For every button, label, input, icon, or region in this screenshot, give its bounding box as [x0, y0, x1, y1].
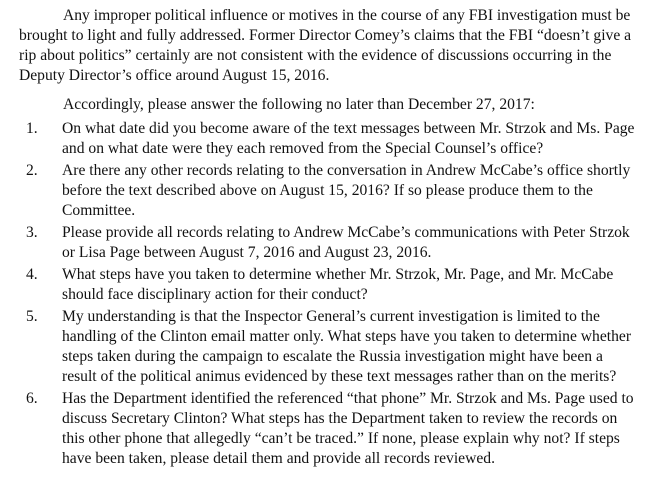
question-number: 6. — [26, 390, 38, 407]
questions-list — [19, 119, 639, 469]
question-number: 5. — [26, 308, 38, 325]
question-text: Please provide all records relating to Andrew McCabe’s communications with Peter Strzok or Lisa Page between August 7, 2016 and August 23, 2016. — [62, 224, 630, 261]
question-number: 4. — [26, 266, 38, 283]
question-number: 1. — [26, 120, 38, 137]
request-paragraph: Accordingly, please answer the following no later than December 27, 2017: — [63, 96, 535, 113]
list-item — [19, 265, 639, 305]
list-item — [19, 307, 639, 387]
list-item — [19, 119, 639, 159]
list-item — [19, 161, 639, 221]
question-text: What steps have you taken to determine whether Mr. Strzok, Mr. Page, and Mr. McCabe should face disciplinary action for their conduct? — [62, 266, 614, 303]
question-text: On what date did you become aware of the text messages between Mr. Strzok and Ms. Page and on what date were they each removed from the Special Counsel’s office? — [62, 120, 635, 157]
question-text: Has the Department identified the referenced “that phone” Mr. Strzok and Ms. Page used to discuss Secretary Clinton? What steps has the Department taken to review the records on this other phone that allegedly “can’t be traced.” If none, please explain why not? If steps have been taken, please detail them and provide all records reviewed. — [62, 390, 634, 467]
intro-paragraph: Any improper political influence or motives in the course of any FBI investigation must be brought to light and fully addressed. Former Director Comey’s claims that the FBI “doesn’t give a rip about politics” certainly are not consistent with the evidence of discussions occurring in the Deputy Director’s office around August 15, 2016. — [19, 7, 632, 84]
list-item — [19, 223, 639, 263]
question-text: My understanding is that the Inspector General’s current investigation is limited to the handling of the Clinton email matter only. What steps have you taken to determine whether steps taken during the campaign to escalate the Russia investigation might have been a result of the political animus evidenced by these text messages rather than on the merits? — [62, 308, 632, 385]
question-number: 2. — [26, 162, 38, 179]
list-item — [19, 389, 639, 469]
question-number: 3. — [26, 224, 38, 241]
question-text: Are there any other records relating to the conversation in Andrew McCabe’s office shortly before the text described above on August 15, 2016? If so please produce them to the Committee. — [62, 162, 631, 219]
